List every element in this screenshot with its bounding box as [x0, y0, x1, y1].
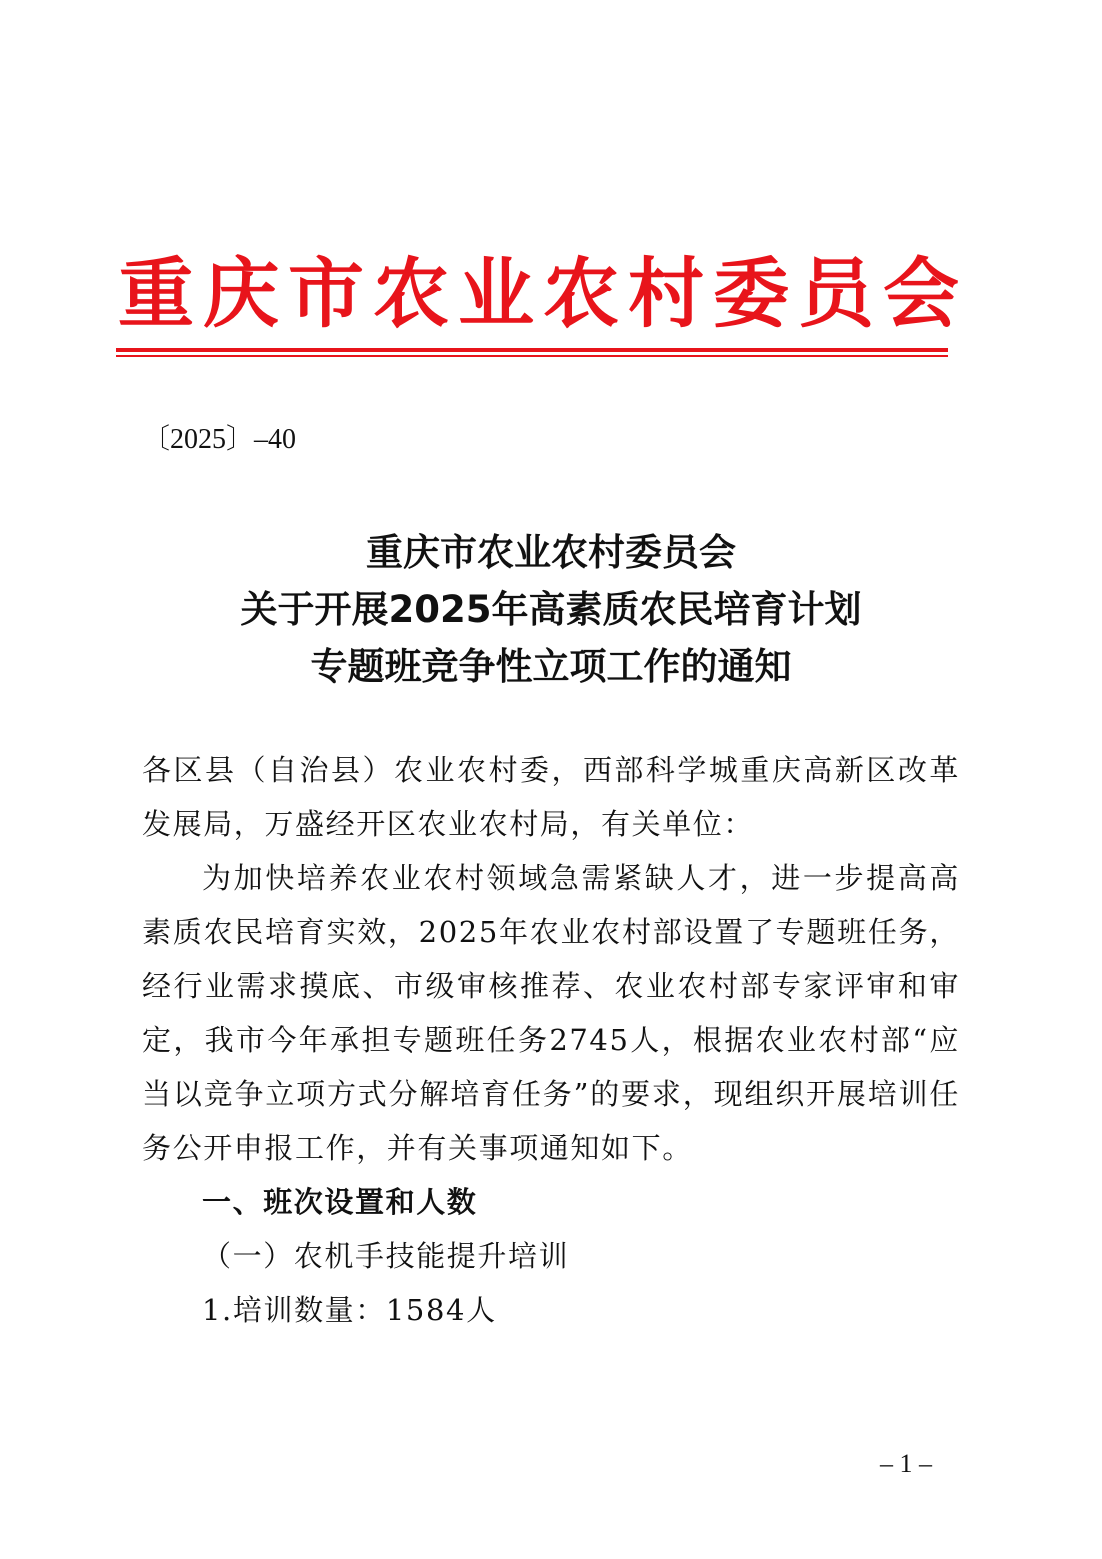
title-line-3: 专题班竞争性立项工作的通知 — [310, 645, 792, 688]
document-number: 〔2025〕–40 — [142, 424, 297, 455]
list-item: 1.培训数量：1584人 — [202, 1293, 497, 1327]
document-body — [142, 743, 960, 1337]
subsection-heading: （一）农机手技能提升培训 — [202, 1239, 570, 1273]
addressee-paragraph: 各区县（自治县）农业农村委，西部科学城重庆高新区改革发展局，万盛经开区农业农村局，有关单位： — [142, 753, 960, 841]
title-line-1: 重庆市农业农村委员会 — [366, 531, 736, 574]
issuing-authority-header: 重庆市农业农村委员会 — [118, 249, 968, 338]
red-separator-thick — [116, 348, 948, 352]
page-number: – 1 – — [880, 1449, 932, 1478]
intro-paragraph: 为加快培养农业农村领域急需紧缺人才，进一步提高高素质农民培育实效，2025年农业农村部设置了专题班任务，经行业需求摸底、市级审核推荐、农业农村部专家评审和审定，我市今年承担专题班任务2745人，根据农业农村部“应当以竞争立项方式分解培育任务”的要求，现组织开展培训任务公开申报工作，并有关事项通知如下。 — [142, 861, 960, 1165]
section-heading: 一、班次设置和人数 — [202, 1185, 478, 1219]
red-separator-thin — [116, 355, 948, 357]
title-line-2: 关于开展2025年高素质农民培育计划 — [240, 588, 862, 631]
document-title — [120, 524, 982, 695]
